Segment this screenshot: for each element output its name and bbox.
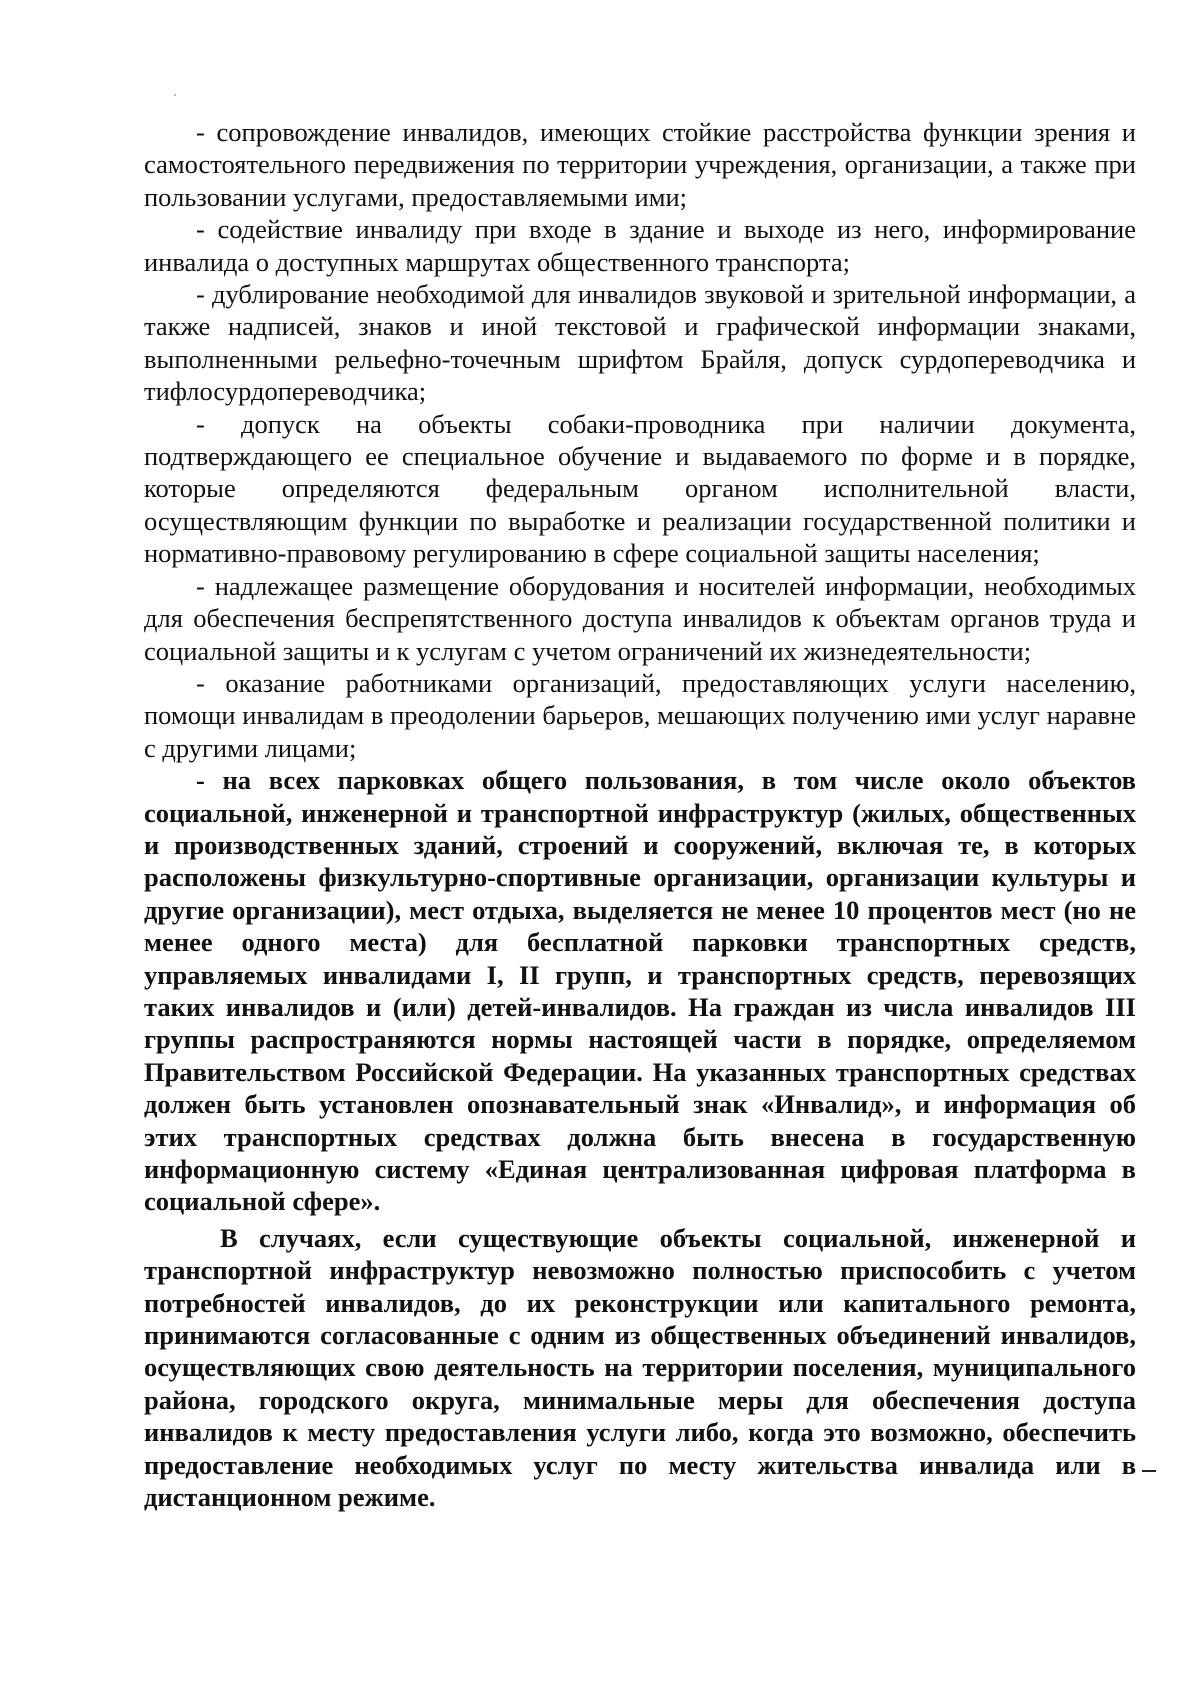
paragraph-infrastructure-adaptation: В случаях, если существующие объекты социальной, инженерной и транспортной инфраструктур невозможно полностью приспособить с учетом потребностей инвалидов, до их реконструкции или капитального ремонта, принимаются согласованные с одним из общественных объединений инвалидов, осуществляющих свою деятельность на территории поселения, муниципального района, городского округа, минимальные меры для обеспечения доступа инвалидов к месту предоставления услуги либо, когда это возможно, обеспечить предоставление необходимых услуг по месту жительства инвалида или в дистанционном режиме. [144, 1222, 1136, 1513]
paragraph-staff-assistance: - оказание работниками организаций, предоставляющих услуги населению, помощи инвалидам в преодолении барьеров, мешающих получению ими услуг наравне с другими лицами; [144, 667, 1136, 763]
paragraph-guide-dog: - допуск на объекты собаки-проводника при наличии документа, подтверждающего ее специальное обучение и выдаваемого по форме и в порядке, которые определяются федеральным органом исполнительной власти, осуществляющим функции по выработке и реализации государственной политики и нормативно-правовому регулированию в сфере социальной защиты населения; [144, 408, 1136, 569]
paragraph-parking: - на всех парковках общего пользования, в том числе около объектов социальной, инженерной и транспортной инфраструктур (жилых, общественных и производственных зданий, строений и сооружений, включая те, в которых расположены физкультурно-спортивные организации, организации культуры и другие организации), мест отдыха, выделяется не менее 10 процентов мест (но не менее одного места) для бесплатной парковки транспортных средств, управляемых инвалидами I, II групп, и транспортных средств, перевозящих таких инвалидов и (или) детей-инвалидов. На граждан из числа инвалидов III группы распространяются нормы настоящей части в порядке, определяемом Правительством Российской Федерации. На указанных транспортных средствах должен быть установлен опознавательный знак «Инвалид», и информация об этих транспортных средствах должна быть внесена в государственную информационную систему «Единая централизованная цифровая платформа в социальной сфере». [144, 765, 1136, 1217]
paragraph-equipment-placement: - надлежащее размещение оборудования и носителей информации, необходимых для обеспечения беспрепятственного доступа инвалидов к объектам органов труда и социальной защиты и к услугам с учетом ограничений их жизнедеятельности; [144, 570, 1136, 666]
document-body [144, 116, 1136, 1513]
paragraph-information-duplication: - дублирование необходимой для инвалидов звуковой и зрительной информации, а также надписей, знаков и иной текстовой и графической информации знаками, выполненными рельефно-точечным шрифтом Брайля, допуск сурдопереводчика и тифлосурдопереводчика; [144, 279, 1136, 407]
paragraph-entrance-assistance: - содействие инвалиду при входе в здание и выходе из него, информирование инвалида о доступных маршрутах общественного транспорта; [144, 214, 1136, 277]
scan-speck [174, 94, 176, 96]
margin-mark [1142, 1470, 1156, 1472]
paragraph-escort: - сопровождение инвалидов, имеющих стойкие расстройства функции зрения и самостоятельного передвижения по территории учреждения, организации, а также при пользовании услугами, предоставляемыми ими; [144, 117, 1136, 212]
